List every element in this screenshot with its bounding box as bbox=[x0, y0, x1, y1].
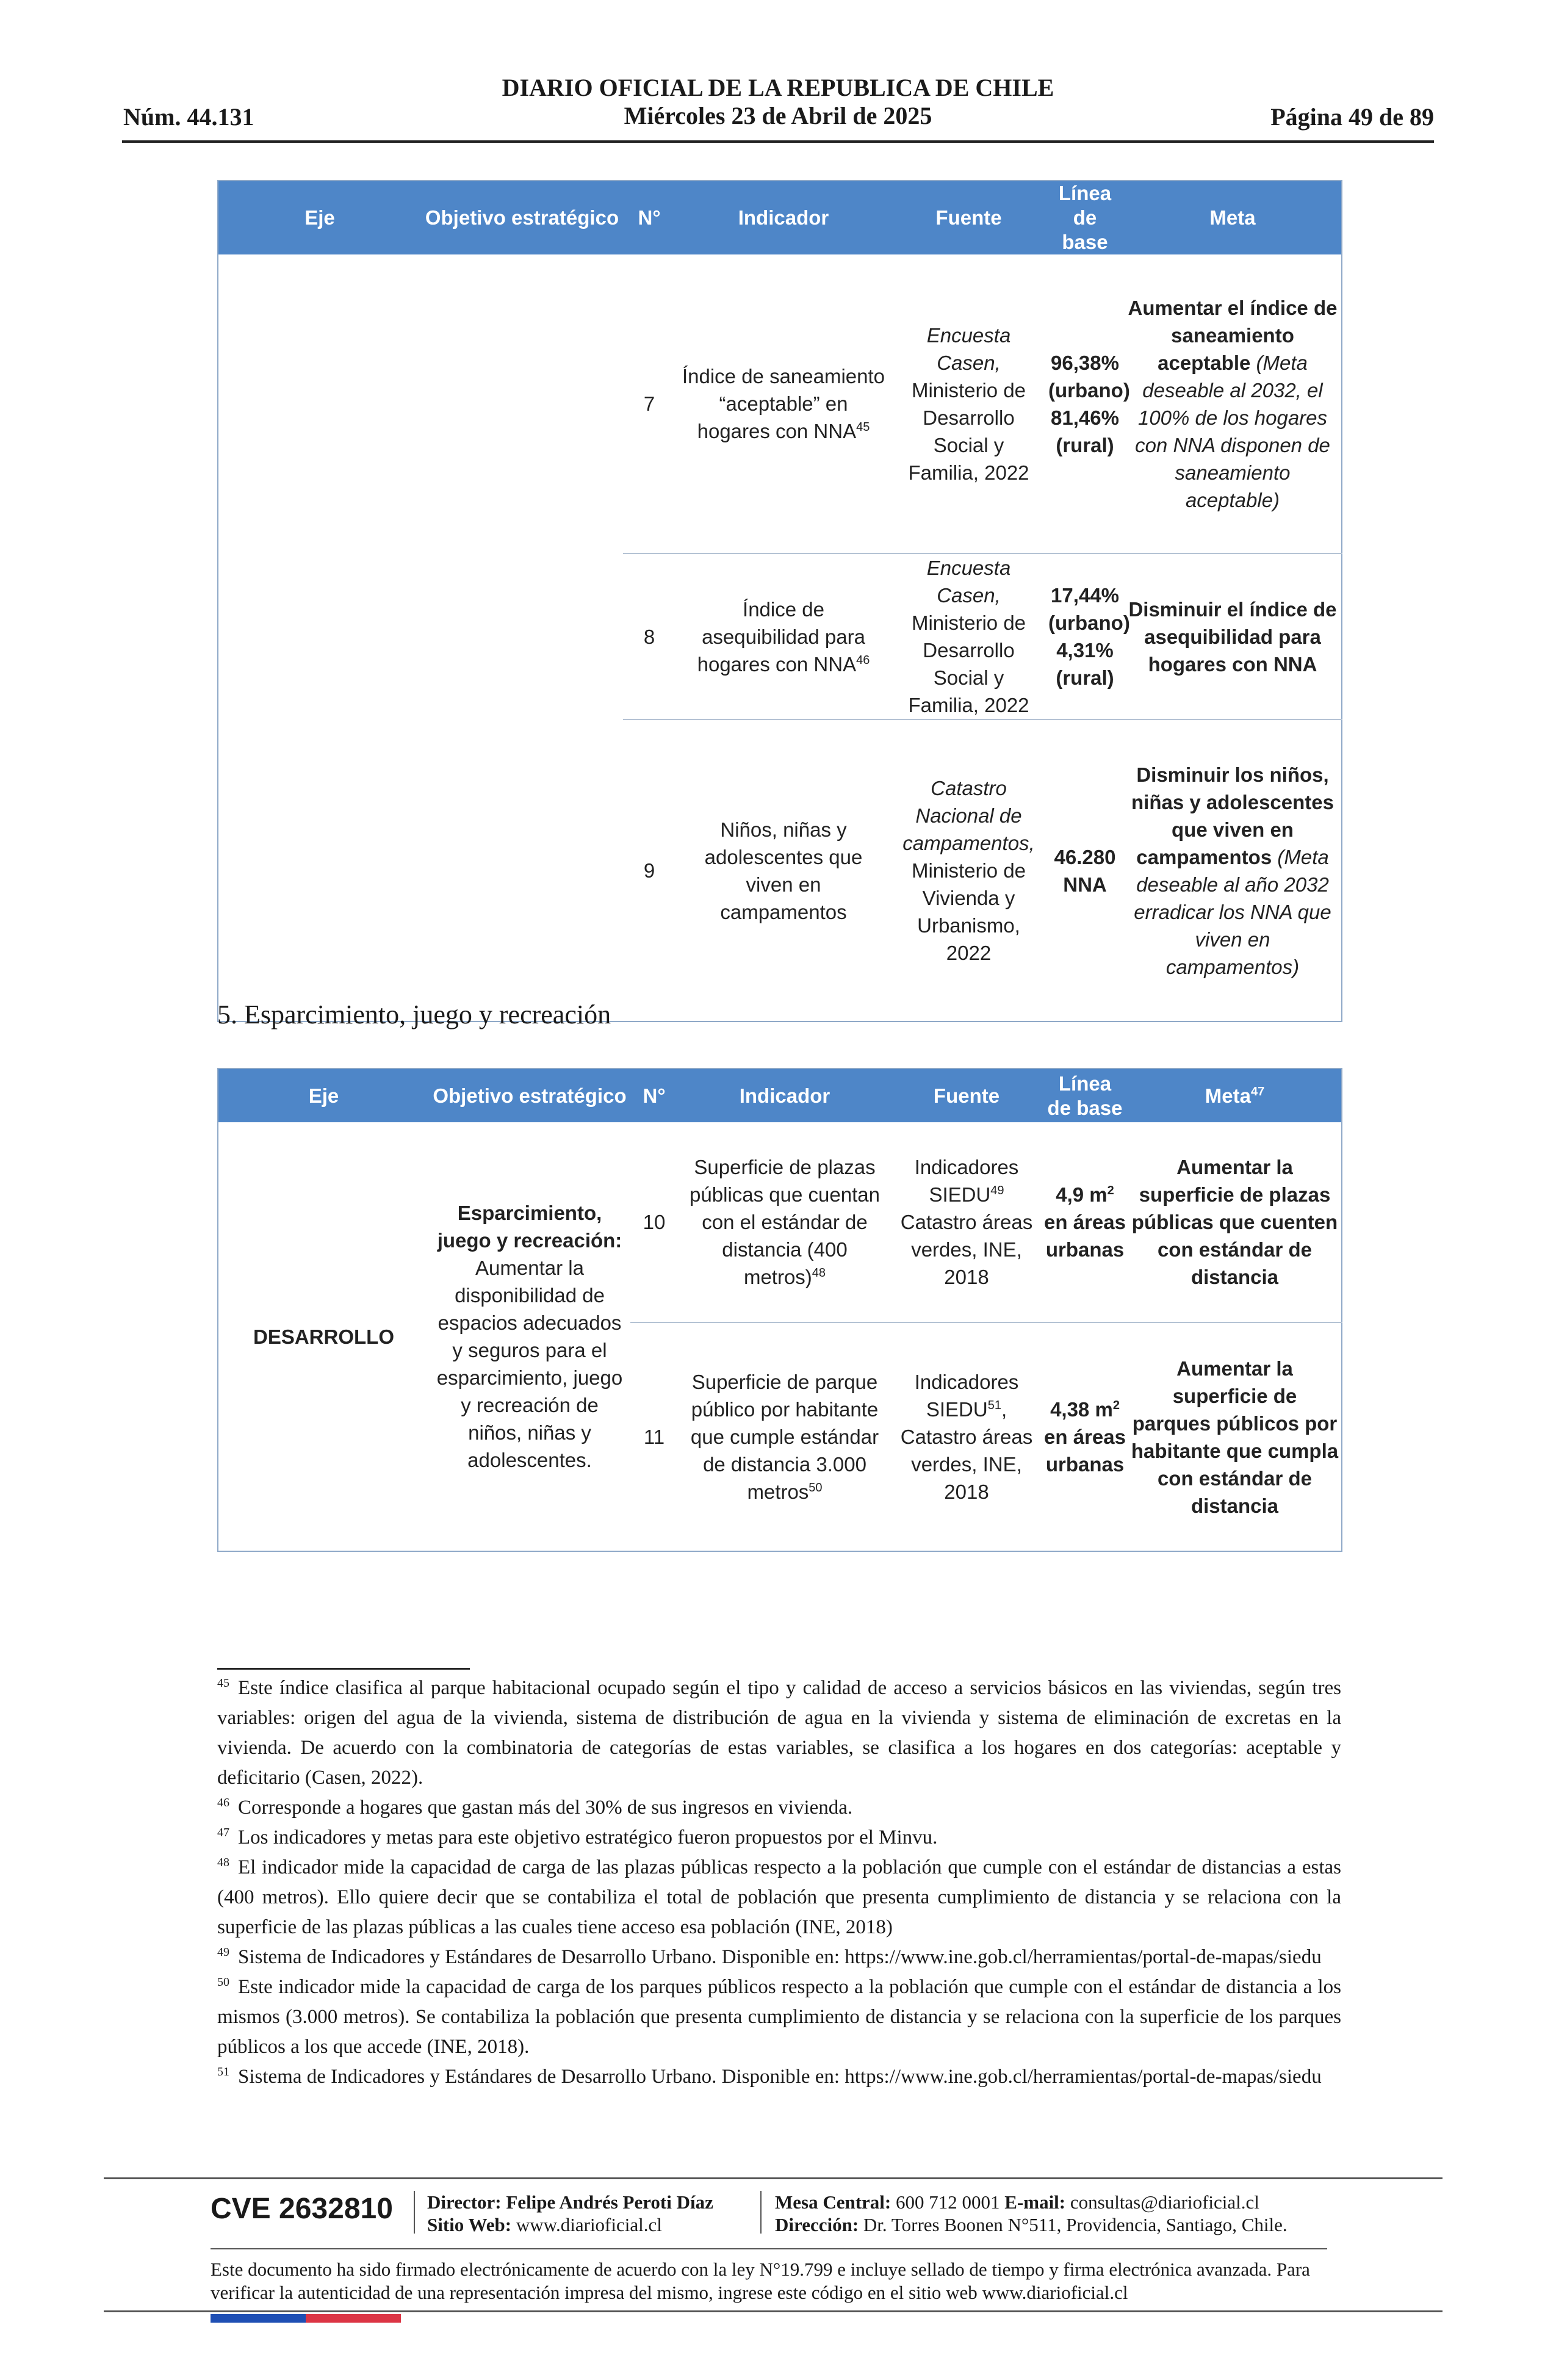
row-fuente bbox=[891, 1122, 1042, 1322]
row-meta: Aumentar la superficie de plazas públicas que cuenten con estándar de distancia bbox=[1131, 1156, 1338, 1288]
footnote-ref: 47 bbox=[1250, 1084, 1265, 1098]
header-meta: Meta bbox=[1124, 181, 1342, 254]
footnote-divider bbox=[217, 1668, 470, 1670]
signature-note: Este documento ha sido firmado electrónicamente de acuerdo con la ley N°19.799 e incluye sellado de tiempo y firma electrónica avanzada. Para verificar la autenticidad de una representación impresa del mismo, ingrese este código en el sitio web www.diarioficial.cl bbox=[211, 2259, 1310, 2303]
address: Dr. Torres Boonen N°511, Providencia, Santiago, Chile. bbox=[863, 2214, 1288, 2235]
footnote-number: 50 bbox=[217, 1975, 229, 1989]
objetivo-cell-empty bbox=[421, 254, 623, 1022]
web-label: Sitio Web: bbox=[427, 2214, 512, 2235]
row-num: 8 bbox=[643, 625, 655, 648]
row-linea-base bbox=[1042, 1122, 1128, 1322]
page-number: Página 49 de 89 bbox=[1270, 103, 1434, 131]
header-meta bbox=[1128, 1069, 1342, 1122]
footnotes bbox=[217, 1673, 1341, 2092]
row-linea-base: 46.280 NNA bbox=[1054, 845, 1116, 896]
director-name: Felipe Andrés Peroti Díaz bbox=[506, 2191, 713, 2213]
objetivo-text: Aumentar la disponibilidad de espacios adecuados y seguros para el esparcimiento, juego y recreación de niños, niñas y adolescentes. bbox=[436, 1257, 623, 1471]
meta-bold: Disminuir los niños, niñas y adolescentes que viven en campamentos bbox=[1131, 763, 1334, 868]
header-objetivo: Objetivo estratégico bbox=[421, 181, 623, 254]
footer-divider bbox=[211, 2248, 1327, 2249]
fuente-text-rest: , Catastro áreas verdes, INE, 2018 bbox=[900, 1398, 1033, 1503]
header-eje: Eje bbox=[218, 181, 421, 254]
row-num: 10 bbox=[643, 1211, 666, 1233]
footnote-number: 49 bbox=[217, 1945, 229, 1959]
flag-stripe-blue bbox=[211, 2314, 306, 2323]
meta-label: Meta bbox=[1205, 1084, 1251, 1107]
footnote bbox=[217, 1793, 1341, 1823]
header-divider bbox=[122, 140, 1434, 143]
unit-exponent: 2 bbox=[1107, 1184, 1114, 1197]
footnote-text: El indicador mide la capacidad de carga de las plazas públicas respecto a la población que cumple con el estándar de distancias a estas (400 metros). Ello quiere decir que se contabiliza el total de población que presenta cumplimiento de distancia y se relaciona con la superficie de las plazas públicas a las cuales tiene acceso esa población (INE, 2018) bbox=[217, 1856, 1341, 1938]
footnote bbox=[217, 1942, 1341, 1972]
eje-desarrollo: DESARROLLO bbox=[253, 1325, 394, 1348]
linea-value: 4,9 m bbox=[1056, 1183, 1108, 1206]
row-indicador bbox=[678, 1322, 891, 1551]
meta-italic: (Meta deseable al año 2032 erradicar los NNA que viven en campamentos) bbox=[1134, 845, 1331, 978]
footer-divider bbox=[104, 2177, 1443, 2179]
flag-stripe-red bbox=[306, 2314, 401, 2323]
footnote bbox=[217, 1853, 1341, 1942]
row-indicador bbox=[675, 254, 891, 554]
row-num: 7 bbox=[643, 392, 655, 415]
footnote-text: Sistema de Indicadores y Estándares de Desarrollo Urbano. Disponible en: https://www.ine.gob.cl/herramientas/portal-de-mapas/siedu bbox=[238, 2066, 1322, 2088]
footnote-ref: 50 bbox=[809, 1481, 823, 1495]
footnote-number: 47 bbox=[217, 1826, 229, 1839]
fuente-text: Indicadores SIEDU bbox=[914, 1156, 1019, 1206]
fuente-text-rest: Catastro áreas verdes, INE, 2018 bbox=[900, 1211, 1033, 1288]
header-num: N° bbox=[623, 181, 675, 254]
row-indicador: Niños, niñas y adolescentes que viven en campamentos bbox=[704, 818, 863, 923]
row-fuente bbox=[891, 554, 1046, 719]
fuente-italic: Catastro Nacional de campamentos, bbox=[902, 777, 1035, 854]
footnote bbox=[217, 2062, 1341, 2092]
table-row bbox=[218, 254, 1342, 554]
header-objetivo: Objetivo estratégico bbox=[429, 1069, 630, 1122]
footnote-text: Este indicador mide la capacidad de carga de los parques públicos respecto a la población que cumple con el estándar de distancia a los mismos (3.000 metros). Se contabiliza la población que presenta cumplimiento de distancia y se relaciona con la superficie de los parques públicos a los que accede (INE, 2018). bbox=[217, 1976, 1341, 2058]
footnote-text: Corresponde a hogares que gastan más del 30% de sus ingresos en vivienda. bbox=[238, 1797, 853, 1819]
footnote bbox=[217, 1972, 1341, 2062]
director-label: Director: bbox=[427, 2191, 502, 2213]
issue-date: Miércoles 23 de Abril de 2025 bbox=[624, 102, 932, 129]
objetivo-bold: Esparcimiento, juego y recreación: bbox=[437, 1202, 622, 1252]
meta-italic: (Meta deseable al 2032, el 100% de los hogares con NNA disponen de saneamiento aceptable) bbox=[1135, 351, 1330, 511]
footnote-ref: 48 bbox=[812, 1266, 826, 1280]
footer-contact-block bbox=[775, 2191, 1288, 2236]
row-meta bbox=[1124, 254, 1342, 554]
fuente-italic: Encuesta Casen, bbox=[926, 323, 1011, 374]
fuente-text: Indicadores SIEDU bbox=[914, 1371, 1019, 1421]
linea-text: en áreas urbanas bbox=[1044, 1211, 1126, 1261]
footer-director-block bbox=[427, 2191, 713, 2236]
header-linea-base: Línea de base bbox=[1046, 181, 1124, 254]
indicador-text: Índice de asequibilidad para hogares con NNA bbox=[697, 597, 865, 676]
fuente-text: Ministerio de Desarrollo Social y Familia, 2022 bbox=[908, 378, 1029, 484]
header-linea-base: Línea de base bbox=[1042, 1069, 1128, 1122]
address-label: Dirección: bbox=[775, 2214, 859, 2235]
row-indicador bbox=[678, 1122, 891, 1322]
row-linea-base bbox=[1042, 1322, 1128, 1551]
footer-divider bbox=[104, 2310, 1443, 2312]
footnote-number: 51 bbox=[217, 2065, 229, 2079]
header-indicador: Indicador bbox=[675, 181, 891, 254]
linea-text: en áreas urbanas bbox=[1044, 1426, 1126, 1476]
fuente-text: Ministerio de Desarrollo Social y Familia, 2022 bbox=[908, 611, 1029, 716]
footnote-number: 46 bbox=[217, 1796, 229, 1809]
eje-cell-empty bbox=[218, 254, 421, 1022]
footnote bbox=[217, 1823, 1341, 1853]
section-heading: 5. Esparcimiento, juego y recreación bbox=[217, 1000, 611, 1030]
mesa-label: Mesa Central: bbox=[775, 2191, 891, 2213]
linea-value: 4,38 m bbox=[1050, 1398, 1113, 1421]
header-num: N° bbox=[630, 1069, 678, 1122]
row-num: 9 bbox=[643, 859, 655, 882]
footnote bbox=[217, 1673, 1341, 1793]
table-header-row bbox=[218, 181, 1342, 254]
header-fuente: Fuente bbox=[891, 1069, 1042, 1122]
email-label: E-mail: bbox=[1004, 2191, 1066, 2213]
footnote-ref: 51 bbox=[987, 1399, 1001, 1412]
footnote-text: Los indicadores y metas para este objetivo estratégico fueron propuestos por el Minvu. bbox=[238, 1826, 938, 1848]
indicador-text: Índice de saneamiento “aceptable” en hogares con NNA bbox=[682, 365, 885, 442]
gazette-title: DIARIO OFICIAL DE LA REPUBLICA DE CHILE bbox=[502, 74, 1054, 101]
issue-number: Núm. 44.131 bbox=[123, 103, 254, 131]
footnote-number: 48 bbox=[217, 1856, 229, 1869]
indicador-text: Superficie de plazas públicas que cuentan con el estándar de distancia (400 metros) bbox=[690, 1156, 880, 1288]
row-indicador bbox=[675, 554, 891, 719]
header-eje: Eje bbox=[218, 1069, 429, 1122]
objetivo-cell bbox=[429, 1122, 630, 1551]
row-fuente bbox=[891, 1322, 1042, 1551]
indicador-text: Superficie de parque público por habitante que cumple estándar de distancia 3.000 metros bbox=[690, 1371, 879, 1503]
footnote-number: 45 bbox=[217, 1676, 229, 1690]
email-link[interactable]: consultas@diarioficial.cl bbox=[1070, 2191, 1259, 2213]
row-fuente bbox=[891, 254, 1046, 554]
cve-code: CVE 2632810 bbox=[211, 2193, 393, 2225]
footnote-ref: 45 bbox=[856, 420, 870, 434]
table-row bbox=[218, 1122, 1342, 1322]
footnote-text: Este índice clasifica al parque habitacional ocupado según el tipo y calidad de acceso a servicios básicos en las viviendas, según tres variables: origen del agua de la vivienda, sistema de distribución de agua en la vivienda y sistema de eliminación de excretas en la vivienda. De acuerdo con la combinatoria de categorías de estas variables, se clasifica a los hogares en dos categorías: aceptable y deficitario (Casen, 2022). bbox=[217, 1677, 1341, 1789]
row-meta bbox=[1124, 719, 1342, 1022]
row-meta: Aumentar la superficie de parques públicos por habitante que cumpla con estándar de distancia bbox=[1131, 1357, 1339, 1517]
mesa-phone: 600 712 0001 bbox=[896, 2191, 1000, 2213]
row-linea-base: 17,44% (urbano) 4,31% (rural) bbox=[1048, 584, 1130, 689]
header-indicador: Indicador bbox=[678, 1069, 891, 1122]
row-num: 11 bbox=[643, 1426, 665, 1448]
header-fuente: Fuente bbox=[891, 181, 1046, 254]
footer-separator bbox=[760, 2191, 762, 2234]
row-meta: Disminuir el índice de asequibilidad para hogares con NNA bbox=[1128, 597, 1337, 676]
footnote-ref: 49 bbox=[990, 1184, 1004, 1197]
indicators-table-housing bbox=[217, 180, 1342, 1022]
footnote-ref: 46 bbox=[856, 653, 870, 667]
meta-bold: Aumentar el índice de saneamiento aceptable bbox=[1128, 296, 1338, 374]
table-header-row bbox=[218, 1069, 1342, 1122]
web-link[interactable]: www.diarioficial.cl bbox=[516, 2214, 662, 2235]
unit-exponent: 2 bbox=[1112, 1399, 1120, 1412]
fuente-italic: Encuesta Casen, bbox=[926, 557, 1011, 607]
indicators-table-recreation bbox=[217, 1068, 1342, 1552]
row-fuente bbox=[891, 719, 1046, 1022]
footnote-text: Sistema de Indicadores y Estándares de Desarrollo Urbano. Disponible en: https://www.ine.gob.cl/herramientas/portal-de-mapas/siedu bbox=[238, 1946, 1322, 1968]
fuente-text: Ministerio de Vivienda y Urbanismo, 2022 bbox=[911, 859, 1026, 964]
footer-separator bbox=[414, 2191, 415, 2234]
row-linea-base: 96,38% (urbano) 81,46% (rural) bbox=[1048, 351, 1130, 456]
